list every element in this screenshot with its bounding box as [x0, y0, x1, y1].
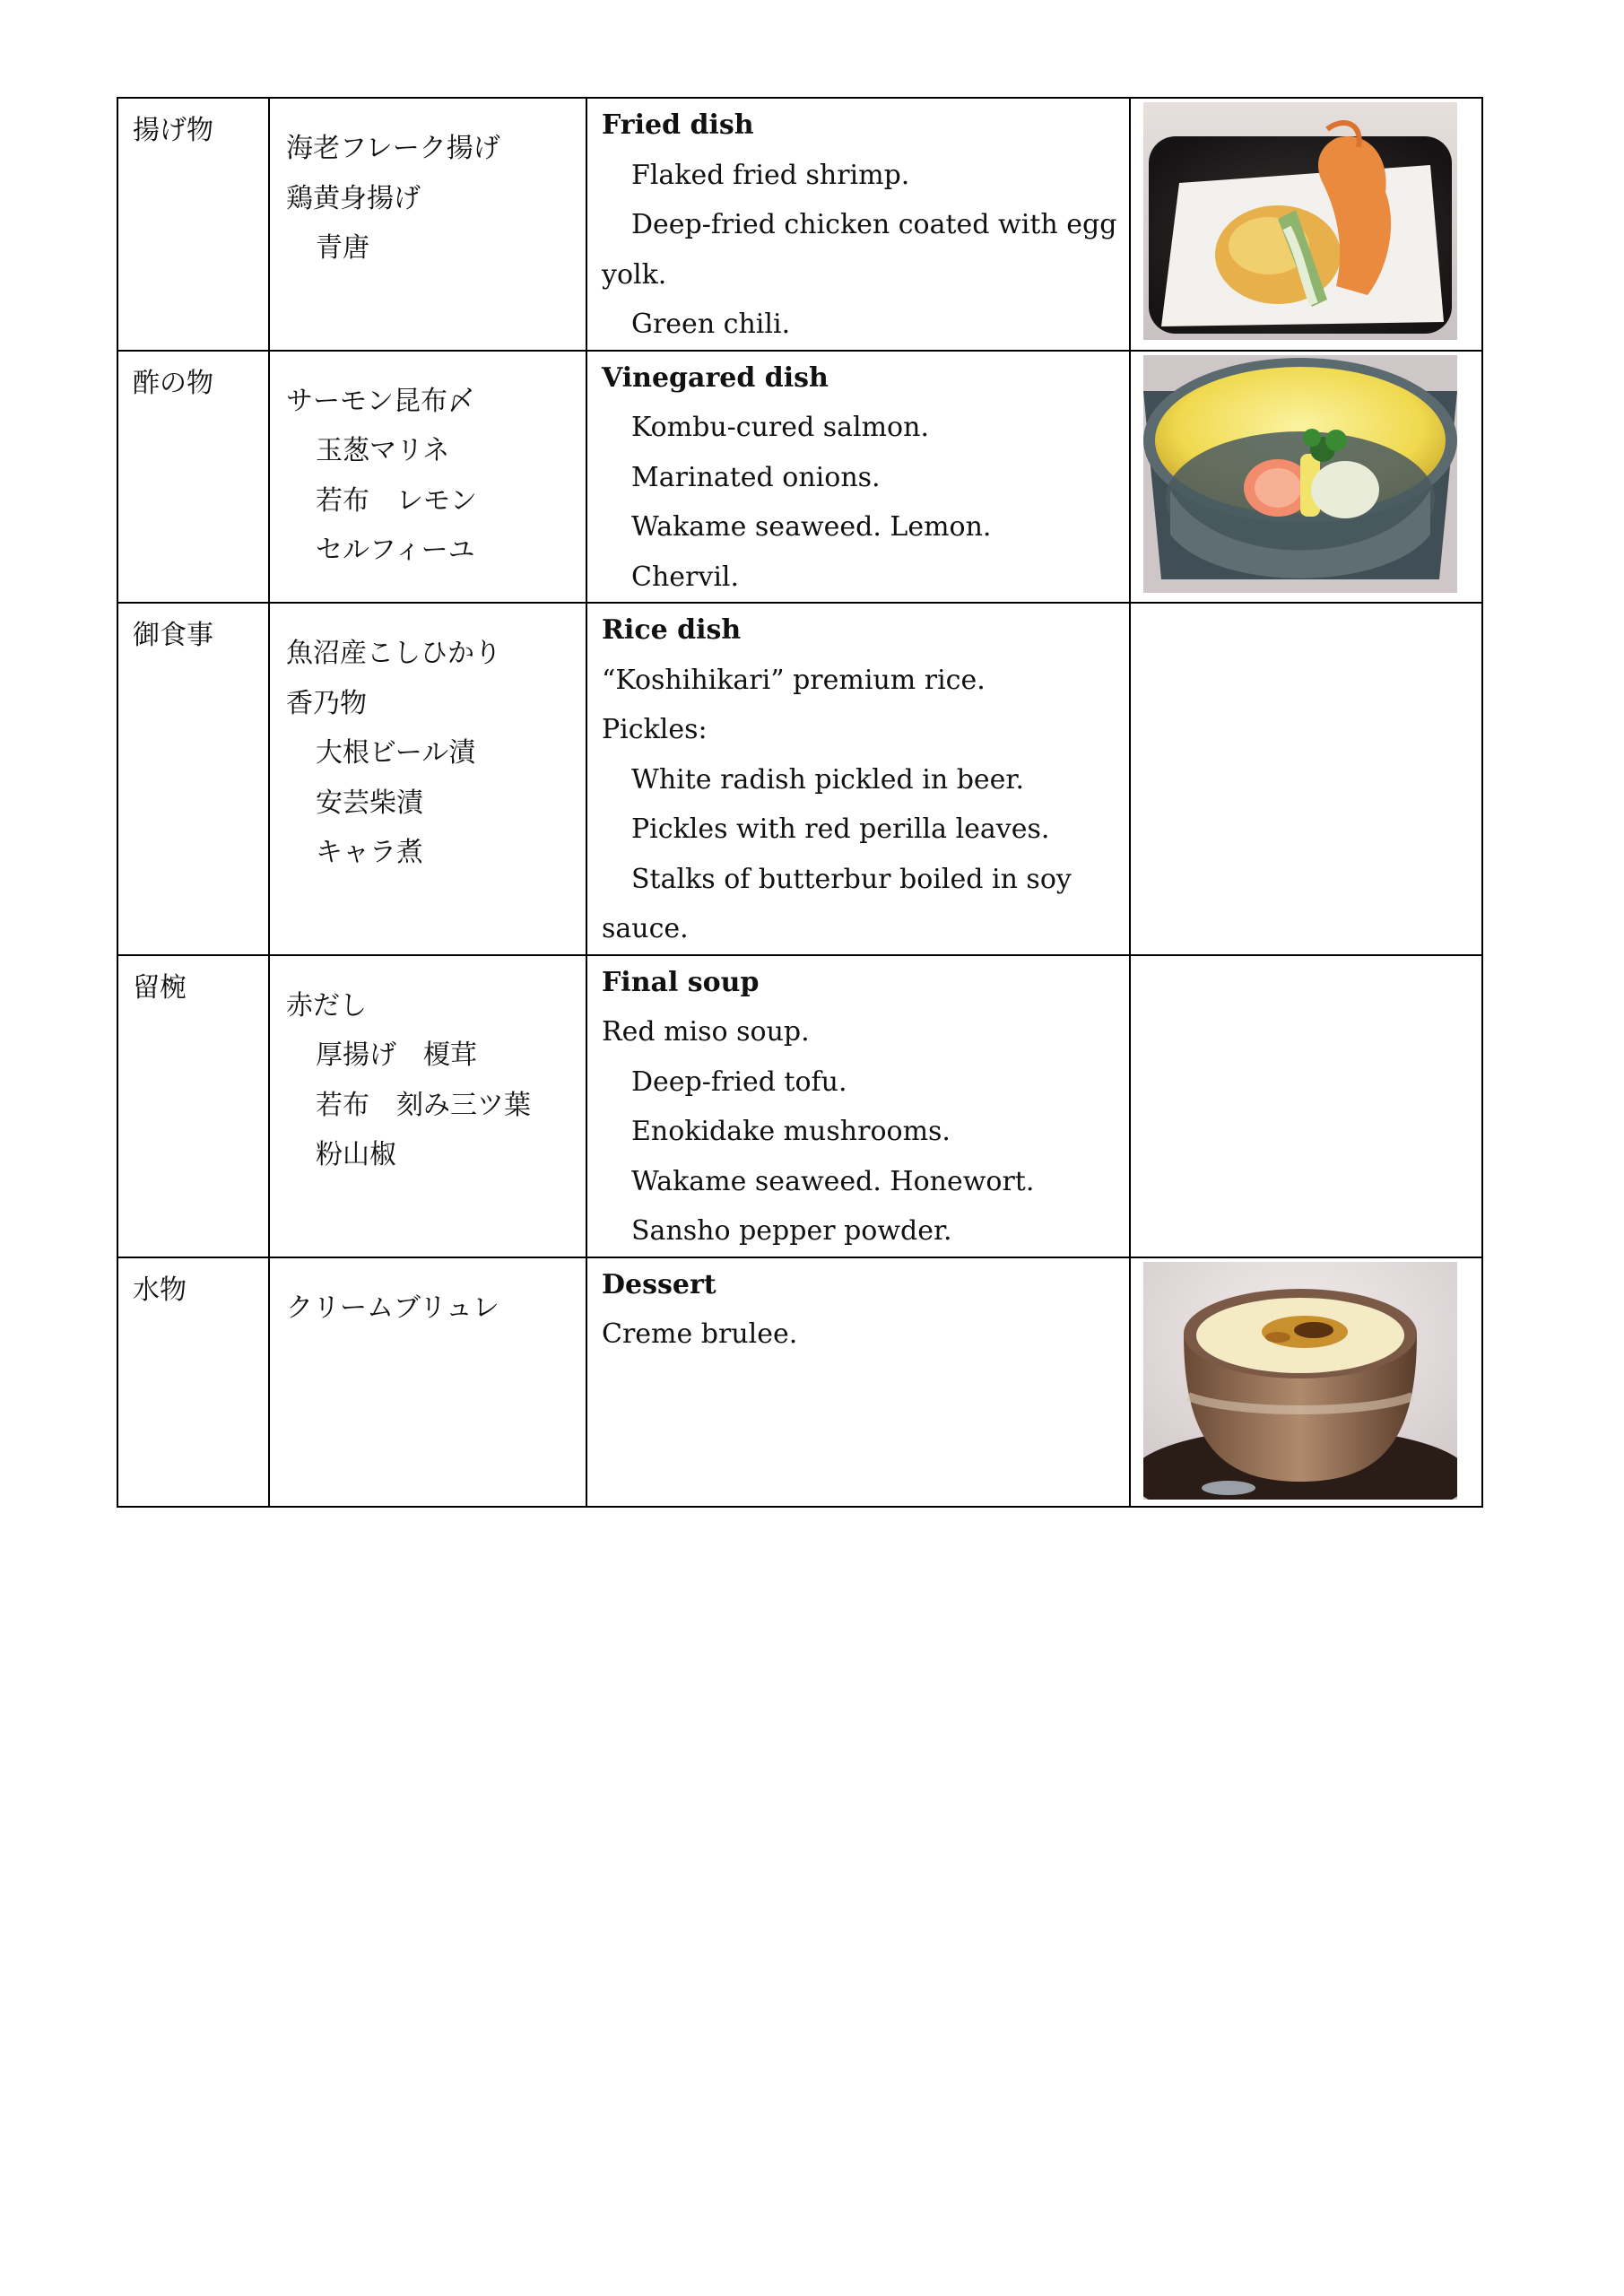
jp-item: キャラ煮 — [316, 837, 423, 868]
jp-item: 魚沼産こしひかり — [286, 638, 501, 669]
jp-item: 安芸柴漬 — [316, 787, 423, 819]
photo-cell-empty — [1130, 603, 1482, 955]
en-item: Stalks of butterbur boiled in soy — [631, 863, 1072, 895]
english-items — [586, 351, 1130, 604]
en-item: White radish pickled in beer. — [631, 763, 1024, 796]
en-item: sauce. — [602, 913, 689, 944]
course-category — [117, 1257, 269, 1507]
en-item: Chervil. — [631, 561, 740, 593]
en-item: Wakame seaweed. Lemon. — [631, 511, 992, 543]
dessert-photo — [1143, 1262, 1457, 1500]
jp-item: 若布 レモン — [316, 484, 477, 517]
japanese-items — [269, 98, 586, 351]
english-items — [586, 603, 1130, 955]
course-category-label: 酢の物 — [133, 367, 213, 399]
en-item: Deep-fried chicken coated with egg — [631, 209, 1117, 240]
japanese-items — [269, 1257, 586, 1507]
en-item: Sansho pepper powder. — [631, 1215, 952, 1247]
japanese-items — [269, 955, 586, 1257]
course-row-rice — [117, 603, 1482, 955]
course-title-en: Vinegared dish — [602, 361, 829, 394]
english-items — [586, 955, 1130, 1257]
course-category-label: 御食事 — [133, 620, 213, 651]
en-item: Marinated onions. — [631, 461, 881, 493]
en-item: yolk. — [602, 258, 667, 291]
jp-item: 大根ビール漬 — [316, 737, 476, 769]
course-row-soup — [117, 955, 1482, 1257]
jp-item: 玉葱マリネ — [316, 435, 450, 466]
course-category — [117, 98, 269, 351]
photo-cell — [1130, 1257, 1482, 1507]
jp-item: セルフィーユ — [316, 535, 475, 566]
japanese-items — [269, 603, 586, 955]
english-items — [586, 98, 1130, 351]
course-category-label: 水物 — [133, 1274, 187, 1306]
jp-item: サーモン昆布〆 — [286, 385, 474, 417]
course-category-label: 留椀 — [133, 971, 187, 1004]
en-item: Green chili. — [631, 309, 791, 340]
course-row-vinegared — [117, 351, 1482, 604]
japanese-items — [269, 351, 586, 604]
course-row-dessert — [117, 1257, 1482, 1507]
menu-table — [117, 97, 1483, 1508]
en-item: “Koshihikari” premium rice. — [602, 664, 986, 696]
en-item: Pickles: — [602, 714, 708, 745]
course-title-en: Dessert — [602, 1268, 716, 1300]
course-category — [117, 603, 269, 955]
course-category-label: 揚げ物 — [133, 115, 213, 146]
photo-cell — [1130, 351, 1482, 604]
course-title-en: Rice dish — [602, 614, 742, 646]
course-row-fried — [117, 98, 1482, 351]
english-items — [586, 1257, 1130, 1507]
vinegared-dish-photo — [1143, 355, 1457, 593]
en-item: Flaked fried shrimp. — [631, 159, 910, 191]
en-item: Enokidake mushrooms. — [631, 1116, 951, 1147]
en-item: Pickles with red perilla leaves. — [631, 813, 1050, 845]
course-category — [117, 955, 269, 1257]
course-category — [117, 351, 269, 604]
photo-cell — [1130, 98, 1482, 351]
jp-item: 鶏黄身揚げ — [286, 182, 421, 214]
jp-item: 香乃物 — [286, 687, 367, 719]
jp-item: 海老フレーク揚げ — [286, 133, 500, 164]
jp-item: 青唐 — [316, 232, 369, 264]
jp-item: 赤だし — [286, 989, 367, 1022]
jp-item: 若布 刻み三ツ葉 — [316, 1089, 531, 1121]
photo-cell-empty — [1130, 955, 1482, 1257]
en-item: Deep-fried tofu. — [631, 1065, 847, 1098]
en-item: Red miso soup. — [602, 1016, 810, 1048]
course-title-en: Final soup — [602, 966, 760, 998]
course-title-en: Fried dish — [602, 109, 754, 141]
en-item: Wakame seaweed. Honewort. — [631, 1165, 1035, 1197]
en-item: Kombu-cured salmon. — [631, 412, 929, 443]
en-item: Creme brulee. — [602, 1318, 798, 1350]
jp-item: 粉山椒 — [316, 1139, 396, 1170]
fried-dish-photo — [1143, 102, 1457, 340]
jp-item: クリームブリュレ — [286, 1292, 499, 1324]
jp-item: 厚揚げ 榎茸 — [316, 1039, 477, 1071]
